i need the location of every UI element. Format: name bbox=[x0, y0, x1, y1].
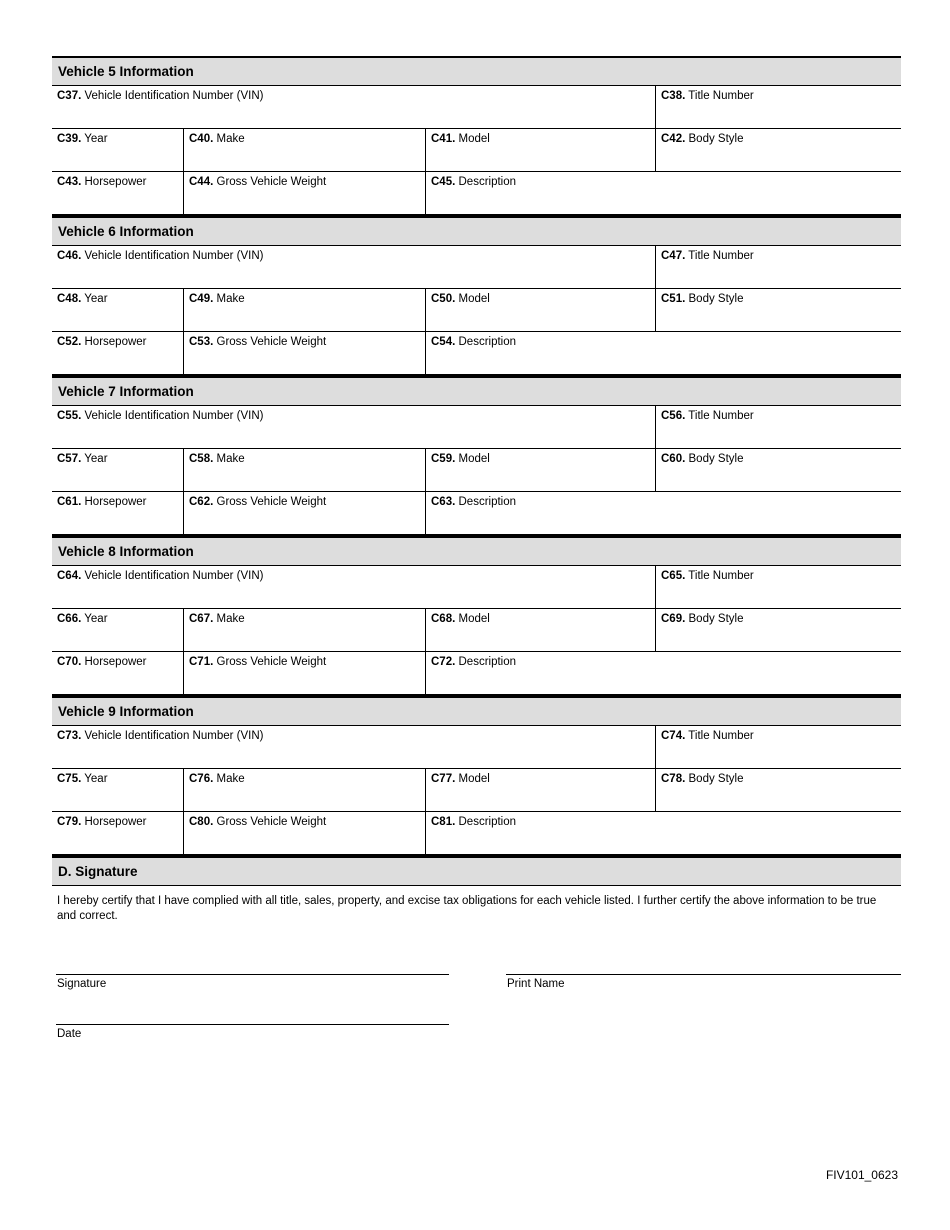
field-code: C43. bbox=[57, 176, 82, 188]
field-title-number[interactable] bbox=[655, 566, 901, 608]
field-make[interactable] bbox=[183, 289, 425, 331]
field-label: Year bbox=[84, 773, 108, 785]
field-code: C40. bbox=[189, 133, 214, 145]
field-title-number[interactable] bbox=[655, 86, 901, 128]
vehicle-9-row-vehicle-basics bbox=[52, 769, 901, 812]
field-label: Body Style bbox=[688, 453, 744, 465]
vehicle-6-row-vehicle-basics bbox=[52, 289, 901, 332]
field-title-number[interactable] bbox=[655, 406, 901, 448]
form-code: FIV101_0623 bbox=[825, 1168, 898, 1182]
field-code: C38. bbox=[661, 90, 686, 102]
vehicle-6-row-specs bbox=[52, 332, 901, 376]
vehicle-9-row-specs bbox=[52, 812, 901, 856]
field-model[interactable] bbox=[425, 289, 655, 331]
field-label: Vehicle Identification Number (VIN) bbox=[84, 90, 264, 102]
field-label: Model bbox=[458, 773, 490, 785]
section-header-signature bbox=[52, 856, 901, 886]
field-code: C77. bbox=[431, 773, 456, 785]
field-label: Body Style bbox=[688, 773, 744, 785]
field-code: C44. bbox=[189, 176, 214, 188]
field-label: Title Number bbox=[688, 250, 754, 262]
field-code: C69. bbox=[661, 613, 686, 625]
vehicle-8-row-vehicle-basics bbox=[52, 609, 901, 652]
date-label: Date bbox=[57, 1028, 82, 1040]
field-body-style[interactable] bbox=[655, 449, 901, 491]
field-horsepower[interactable] bbox=[52, 492, 183, 534]
field-code: C39. bbox=[57, 133, 82, 145]
field-body-style[interactable] bbox=[655, 769, 901, 811]
field-label: Make bbox=[216, 133, 245, 145]
field-code: C81. bbox=[431, 816, 456, 828]
field-body-style[interactable] bbox=[655, 289, 901, 331]
section-title: Vehicle 6 Information bbox=[58, 224, 194, 239]
field-make[interactable] bbox=[183, 769, 425, 811]
date-line[interactable] bbox=[56, 1024, 449, 1025]
field-vin[interactable] bbox=[52, 566, 655, 608]
field-label: Title Number bbox=[688, 410, 754, 422]
field-code: C54. bbox=[431, 336, 456, 348]
field-code: C58. bbox=[189, 453, 214, 465]
field-label: Year bbox=[84, 293, 108, 305]
field-code: C78. bbox=[661, 773, 686, 785]
field-label: Gross Vehicle Weight bbox=[216, 336, 327, 348]
field-vin[interactable] bbox=[52, 406, 655, 448]
field-label: Title Number bbox=[688, 730, 754, 742]
section-title: Vehicle 5 Information bbox=[58, 64, 194, 79]
field-gross-vehicle-weight[interactable] bbox=[183, 812, 425, 854]
field-code: C65. bbox=[661, 570, 686, 582]
field-description[interactable] bbox=[425, 812, 901, 854]
section-title: Vehicle 7 Information bbox=[58, 384, 194, 399]
field-label: Make bbox=[216, 453, 245, 465]
field-label: Title Number bbox=[688, 570, 754, 582]
vehicle-6-row-vin bbox=[52, 246, 901, 289]
field-code: C74. bbox=[661, 730, 686, 742]
section-title: Vehicle 8 Information bbox=[58, 544, 194, 559]
field-code: C49. bbox=[189, 293, 214, 305]
field-gross-vehicle-weight[interactable] bbox=[183, 652, 425, 694]
field-label: Model bbox=[458, 453, 490, 465]
field-label: Horsepower bbox=[84, 496, 147, 508]
field-code: C56. bbox=[661, 410, 686, 422]
signature-area bbox=[52, 960, 901, 1070]
field-year[interactable] bbox=[52, 129, 183, 171]
field-label: Vehicle Identification Number (VIN) bbox=[84, 730, 264, 742]
vehicle-5-row-vin bbox=[52, 86, 901, 129]
form-page bbox=[52, 56, 901, 1070]
vehicle-7-row-vehicle-basics bbox=[52, 449, 901, 492]
vehicle-8-row-specs bbox=[52, 652, 901, 696]
field-code: C79. bbox=[57, 816, 82, 828]
field-code: C60. bbox=[661, 453, 686, 465]
field-code: C68. bbox=[431, 613, 456, 625]
field-label: Year bbox=[84, 133, 108, 145]
field-code: C80. bbox=[189, 816, 214, 828]
field-code: C62. bbox=[189, 496, 214, 508]
field-code: C48. bbox=[57, 293, 82, 305]
field-gross-vehicle-weight[interactable] bbox=[183, 332, 425, 374]
field-code: C55. bbox=[57, 410, 82, 422]
field-label: Model bbox=[458, 133, 490, 145]
field-label: Gross Vehicle Weight bbox=[216, 816, 327, 828]
field-horsepower[interactable] bbox=[52, 332, 183, 374]
section-title: Vehicle 9 Information bbox=[58, 704, 194, 719]
field-year[interactable] bbox=[52, 289, 183, 331]
field-model[interactable] bbox=[425, 609, 655, 651]
vehicle-7-row-vin bbox=[52, 406, 901, 449]
field-label: Make bbox=[216, 613, 245, 625]
field-horsepower[interactable] bbox=[52, 172, 183, 214]
section-header-vehicle-9 bbox=[52, 696, 901, 726]
field-code: C64. bbox=[57, 570, 82, 582]
field-label: Vehicle Identification Number (VIN) bbox=[84, 250, 264, 262]
field-code: C57. bbox=[57, 453, 82, 465]
field-label: Horsepower bbox=[84, 176, 147, 188]
field-year[interactable] bbox=[52, 449, 183, 491]
field-model[interactable] bbox=[425, 769, 655, 811]
field-make[interactable] bbox=[183, 449, 425, 491]
field-vin[interactable] bbox=[52, 246, 655, 288]
field-description[interactable] bbox=[425, 652, 901, 694]
field-code: C63. bbox=[431, 496, 456, 508]
field-model[interactable] bbox=[425, 449, 655, 491]
field-label: Body Style bbox=[688, 613, 744, 625]
field-label: Description bbox=[458, 496, 517, 508]
field-label: Body Style bbox=[688, 133, 744, 145]
section-header-vehicle-7 bbox=[52, 376, 901, 406]
print-name-label: Print Name bbox=[507, 978, 565, 990]
field-label: Year bbox=[84, 613, 108, 625]
section-header-vehicle-5 bbox=[52, 56, 901, 86]
field-code: C41. bbox=[431, 133, 456, 145]
signature-label: Signature bbox=[57, 978, 107, 990]
field-code: C71. bbox=[189, 656, 214, 668]
section-title: D. Signature bbox=[58, 864, 138, 879]
field-code: C70. bbox=[57, 656, 82, 668]
field-label: Description bbox=[458, 816, 517, 828]
field-description[interactable] bbox=[425, 172, 901, 214]
field-horsepower[interactable] bbox=[52, 812, 183, 854]
field-label: Title Number bbox=[688, 90, 754, 102]
field-label: Make bbox=[216, 773, 245, 785]
field-label: Vehicle Identification Number (VIN) bbox=[84, 570, 264, 582]
field-label: Horsepower bbox=[84, 336, 147, 348]
field-vin[interactable] bbox=[52, 726, 655, 768]
field-model[interactable] bbox=[425, 129, 655, 171]
section-header-vehicle-8 bbox=[52, 536, 901, 566]
certification-statement: I hereby certify that I have complied with all title, sales, property, and excise tax obligations for each vehicle listed. I further certify the above information to be true and correct. bbox=[57, 895, 877, 922]
field-gross-vehicle-weight[interactable] bbox=[183, 172, 425, 214]
field-label: Horsepower bbox=[84, 656, 147, 668]
vehicle-7-row-specs bbox=[52, 492, 901, 536]
field-gross-vehicle-weight[interactable] bbox=[183, 492, 425, 534]
field-make[interactable] bbox=[183, 609, 425, 651]
field-label: Description bbox=[458, 336, 517, 348]
vehicle-5-row-specs bbox=[52, 172, 901, 216]
vehicle-5-row-vehicle-basics bbox=[52, 129, 901, 172]
print-name-line[interactable] bbox=[506, 974, 901, 975]
field-label: Horsepower bbox=[84, 816, 147, 828]
field-vin[interactable] bbox=[52, 86, 655, 128]
field-code: C46. bbox=[57, 250, 82, 262]
field-label: Vehicle Identification Number (VIN) bbox=[84, 410, 264, 422]
field-body-style[interactable] bbox=[655, 129, 901, 171]
field-label: Gross Vehicle Weight bbox=[216, 656, 327, 668]
field-label: Body Style bbox=[688, 293, 744, 305]
field-code: C52. bbox=[57, 336, 82, 348]
field-label: Model bbox=[458, 293, 490, 305]
field-code: C53. bbox=[189, 336, 214, 348]
field-label: Description bbox=[458, 176, 517, 188]
field-code: C45. bbox=[431, 176, 456, 188]
field-horsepower[interactable] bbox=[52, 652, 183, 694]
field-code: C59. bbox=[431, 453, 456, 465]
field-code: C67. bbox=[189, 613, 214, 625]
field-label: Gross Vehicle Weight bbox=[216, 496, 327, 508]
field-description[interactable] bbox=[425, 492, 901, 534]
field-body-style[interactable] bbox=[655, 609, 901, 651]
field-code: C66. bbox=[57, 613, 82, 625]
field-description[interactable] bbox=[425, 332, 901, 374]
field-title-number[interactable] bbox=[655, 246, 901, 288]
field-code: C61. bbox=[57, 496, 82, 508]
field-code: C50. bbox=[431, 293, 456, 305]
field-title-number[interactable] bbox=[655, 726, 901, 768]
field-year[interactable] bbox=[52, 609, 183, 651]
vehicle-9-row-vin bbox=[52, 726, 901, 769]
field-year[interactable] bbox=[52, 769, 183, 811]
field-code: C47. bbox=[661, 250, 686, 262]
field-code: C51. bbox=[661, 293, 686, 305]
field-code: C76. bbox=[189, 773, 214, 785]
field-label: Gross Vehicle Weight bbox=[216, 176, 327, 188]
field-label: Model bbox=[458, 613, 490, 625]
field-make[interactable] bbox=[183, 129, 425, 171]
field-code: C72. bbox=[431, 656, 456, 668]
section-header-vehicle-6 bbox=[52, 216, 901, 246]
field-label: Make bbox=[216, 293, 245, 305]
signature-line[interactable] bbox=[56, 974, 449, 975]
field-code: C73. bbox=[57, 730, 82, 742]
field-code: C42. bbox=[661, 133, 686, 145]
field-code: C75. bbox=[57, 773, 82, 785]
field-label: Description bbox=[458, 656, 517, 668]
vehicle-8-row-vin bbox=[52, 566, 901, 609]
field-label: Year bbox=[84, 453, 108, 465]
field-code: C37. bbox=[57, 90, 82, 102]
